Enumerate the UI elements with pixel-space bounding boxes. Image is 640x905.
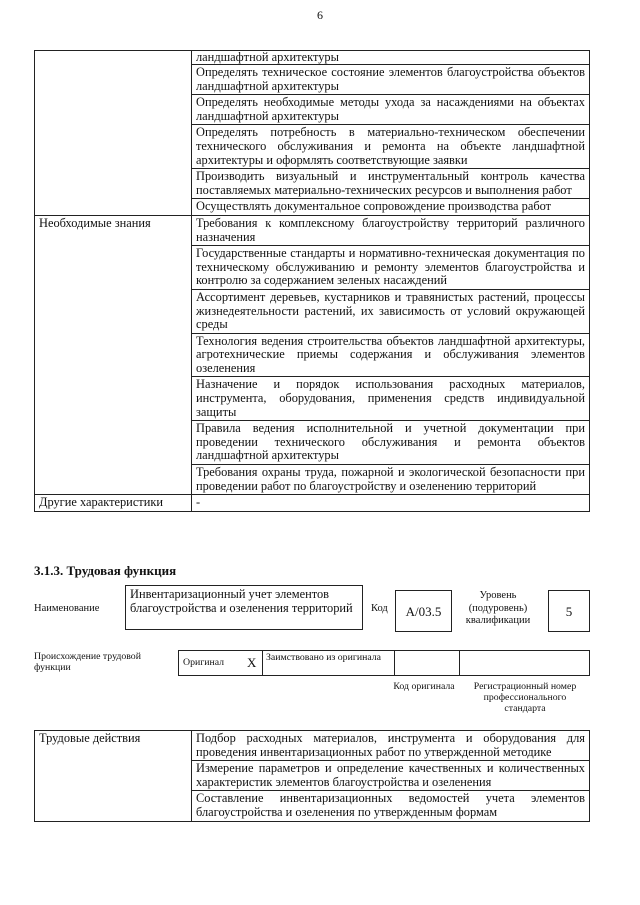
divider <box>459 651 460 675</box>
skill-item: Производить визуальный и инструментальный контроль качества поставляемых материально-технических ресурсов и выполнения работ <box>192 169 590 199</box>
reg-caption: Регистрационный номер профессионального стандарта <box>473 681 577 714</box>
other-value: - <box>192 495 590 512</box>
original-mark: X <box>247 655 257 670</box>
knowledge-item: Правила ведения исполнительной и учетной документации при проведении технического обслуживания и ремонта объектов ландшафтной архитектуры <box>192 421 590 465</box>
skill-item: Определять необходимые методы ухода за насаждениями на объектах ландшафтной архитектуры <box>192 95 590 125</box>
actions-label: Трудовые действия <box>35 731 192 822</box>
skills-knowledge-table <box>34 50 590 512</box>
actions-table <box>34 730 590 822</box>
action-item: Измерение параметров и определение качественных и количественных характеристик элементов благоустройства и озеленения <box>192 761 590 791</box>
original-label: Оригинал <box>183 657 225 668</box>
knowledge-item: Назначение и порядок использования расходных материалов, инструмента, оборудования, применения средств индивидуальной защиты <box>192 377 590 421</box>
section-title: 3.1.3. Трудовая функция <box>34 563 177 578</box>
skill-item: Определять потребность в материально-техническом обеспечении технического обслуживания и ремонта на объекте ландшафтной архитектуры и оформлять соответствующие заявки <box>192 125 590 169</box>
origin-label: Происхождение трудовой функции <box>34 651 141 673</box>
code-caption: Код оригинала <box>393 681 455 692</box>
skill-item: ландшафтной архитектуры <box>192 51 590 65</box>
origin-box <box>178 650 590 676</box>
level-value: 5 <box>548 590 590 632</box>
skill-item: Определять техническое состояние элементов благоустройства объектов ландшафтной архитектуры <box>192 65 590 95</box>
knowledge-item: Технология ведения строительства объектов ландшафтной архитектуры, агротехнические приемы содержания и обслуживания элементов озеленения <box>192 333 590 377</box>
knowledge-item: Государственные стандарты и нормативно-техническая документация по техническому обслуживанию и ремонту элементов благоустройства и контролю за содержанием зеленых насаждений <box>192 246 590 290</box>
table-row <box>35 731 590 761</box>
table-row <box>35 495 590 512</box>
borrowed-label: Заимствовано из оригинала <box>266 652 381 663</box>
level-label: Уровень (подуровень) квалификации <box>465 590 531 626</box>
divider <box>394 651 395 675</box>
action-item: Подбор расходных материалов, инструмента и оборудования для проведения инвентаризационных работ по утвержденной методике <box>192 731 590 761</box>
name-value: Инвентаризационный учет элементов благоустройства и озеленения территорий <box>125 585 363 630</box>
table-row <box>35 51 590 65</box>
skill-item: Осуществлять документальное сопровождение производства работ <box>192 199 590 216</box>
name-label: Наименование <box>34 603 100 614</box>
code-label: Код <box>371 603 388 614</box>
knowledge-item: Требования охраны труда, пожарной и экологической безопасности при проведении работ по благоустройству и озеленению территорий <box>192 465 590 495</box>
action-item: Составление инвентаризационных ведомостей учета элементов благоустройства и озеленения по утвержденным формам <box>192 791 590 821</box>
other-label: Другие характеристики <box>35 495 192 512</box>
table-row <box>35 215 590 245</box>
knowledge-item: Ассортимент деревьев, кустарников и травянистых растений, процессы жизнедеятельности растений, их зависимость от условий окружающей среды <box>192 289 590 333</box>
divider <box>262 651 263 675</box>
knowledge-item: Требования к комплексному благоустройству территорий различного назначения <box>192 215 590 245</box>
code-value: A/03.5 <box>395 590 452 632</box>
skills-label-cell <box>35 51 192 216</box>
page-number: 6 <box>317 8 323 22</box>
knowledge-label: Необходимые знания <box>35 215 192 494</box>
